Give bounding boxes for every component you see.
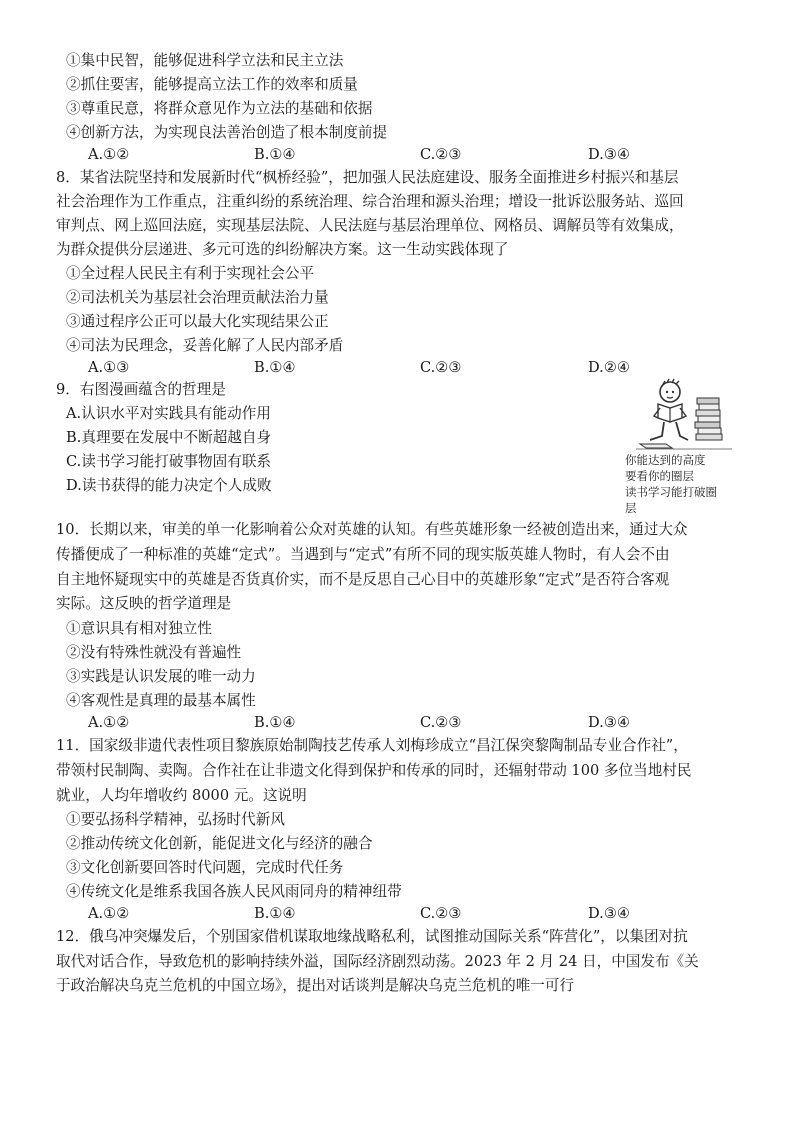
- cartoon-caption-3: 读书学习能打破圈: [625, 485, 717, 499]
- q8-stem-4: 为群众提供分层递进、多元可选的纠纷解决方案。这一生动实践体现了: [56, 241, 509, 258]
- q12-stem-3: 于政治解决乌克兰危机的中国立场》，提出对话谈判是解决乌克兰危机的唯一可行: [56, 977, 575, 994]
- q8-item-1: ①全过程人民民主有利于实现社会公平: [66, 265, 315, 282]
- q8-option-a: A.①③: [88, 359, 130, 376]
- cartoon-caption-1: 你能达到的高度: [625, 453, 706, 467]
- q11-stem-3: 就业，人均年增收约 8000 元。这说明: [56, 787, 307, 804]
- q12-stem-2: 取代对话合作，导致危机的影响持续外溢，国际经济剧烈动荡。2023 年 2 月 24 日，中国发布《关: [56, 953, 699, 970]
- q11-stem-1: 11．国家级非遗代表性项目黎族原始制陶技艺传承人刘梅珍成立“昌江保突黎陶制品专业合作社”，: [56, 737, 688, 754]
- q10-item-3: ③实践是认识发展的唯一动力: [66, 668, 256, 685]
- q10-stem-1: 10．长期以来，审美的单一化影响着公众对英雄的认知。有些英雄形象一经被创造出来，通过大众: [56, 521, 688, 538]
- q11-option-a: A.①②: [88, 905, 130, 922]
- q8-stem-2: 社会治理作为工作重点，注重纠纷的系统治理、综合治理和源头治理；增设一批诉讼服务站、巡回: [56, 193, 684, 210]
- q8-option-b: B.①④: [254, 359, 296, 376]
- reading-cartoon-image: [636, 378, 732, 450]
- q7-item-4: ④创新方法，为实现良法善治创造了根本制度前提: [66, 124, 388, 141]
- q11-item-3: ③文化创新要回答时代问题，完成时代任务: [66, 859, 344, 876]
- q7-item-2: ②抓住要害，能够提高立法工作的效率和质量: [66, 76, 358, 93]
- q7-item-3: ③尊重民意，将群众意见作为立法的基础和依据: [66, 100, 373, 117]
- cartoon-caption-2: 要看你的圈层: [625, 469, 694, 483]
- q8-stem-1: 8．某省法院坚持和发展新时代“枫桥经验”，把加强人民法庭建设、服务全面推进乡村振兴和基层: [56, 169, 679, 186]
- q7-option-a: A.①②: [88, 146, 130, 163]
- q9-option-c: C.读书学习能打破事物固有联系: [66, 453, 272, 470]
- q7-option-c: C.②③: [420, 146, 462, 163]
- q7-item-1: ①集中民智，能够促进科学立法和民主立法: [66, 52, 344, 69]
- q8-item-2: ②司法机关为基层社会治理贡献法治力量: [66, 289, 329, 306]
- q10-option-b: B.①④: [254, 714, 296, 731]
- q7-option-d: D.③④: [588, 146, 630, 163]
- q9-stem: 9．右图漫画蕴含的哲理是: [56, 381, 226, 398]
- q11-item-2: ②推动传统文化创新，能促进文化与经济的融合: [66, 835, 373, 852]
- q10-stem-4: 实际。这反映的哲学道理是: [56, 595, 232, 612]
- q11-option-d: D.③④: [588, 905, 630, 922]
- q11-item-1: ①要弘扬科学精神，弘扬时代新风: [66, 811, 285, 828]
- q9-option-b: B.真理要在发展中不断超越自身: [66, 429, 272, 446]
- q10-stem-2: 传播便成了一种标准的英雄“定式”。当遇到与“定式”有所不同的现实版英雄人物时，有人会不由: [56, 546, 670, 563]
- q11-option-c: C.②③: [420, 905, 462, 922]
- q10-item-4: ④客观性是真理的最基本属性: [66, 692, 256, 709]
- q8-stem-3: 审判点、网上巡回法庭，实现基层法院、人民法庭与基层治理单位、网格员、调解员等有效集成，: [56, 217, 684, 234]
- q10-option-a: A.①②: [88, 714, 130, 731]
- q8-item-4: ④司法为民理念，妥善化解了人民内部矛盾: [66, 337, 344, 354]
- q10-option-d: D.③④: [588, 714, 630, 731]
- q9-option-a: A.认识水平对实践具有能动作用: [66, 405, 271, 422]
- q11-stem-2: 带领村民制陶、卖陶。合作社在让非遗文化得到保护和传承的同时，还辐射带动 100 多位当地村民: [56, 762, 692, 779]
- q7-option-b: B.①④: [254, 146, 296, 163]
- q11-item-4: ④传统文化是维系我国各族人民风雨同舟的精神纽带: [66, 883, 402, 900]
- q10-stem-3: 自主地怀疑现实中的英雄是否货真价实，而不是反思自己心目中的英雄形象“定式”是否符合客观: [56, 571, 670, 588]
- q8-option-c: C.②③: [420, 359, 462, 376]
- q10-item-1: ①意识具有相对独立性: [66, 620, 212, 637]
- q10-option-c: C.②③: [420, 714, 462, 731]
- q9-option-d: D.读书获得的能力决定个人成败: [66, 477, 272, 494]
- q11-option-b: B.①④: [254, 905, 296, 922]
- q8-option-d: D.②④: [588, 359, 630, 376]
- q10-item-2: ②没有特殊性就没有普遍性: [66, 644, 242, 661]
- q12-stem-1: 12．俄乌冲突爆发后，个别国家借机谋取地缘战略私利，试图推动国际关系“阵营化”，以集团对抗: [56, 928, 688, 945]
- q8-item-3: ③通过程序公正可以最大化实现结果公正: [66, 313, 329, 330]
- cartoon-caption-4: 层: [625, 501, 637, 515]
